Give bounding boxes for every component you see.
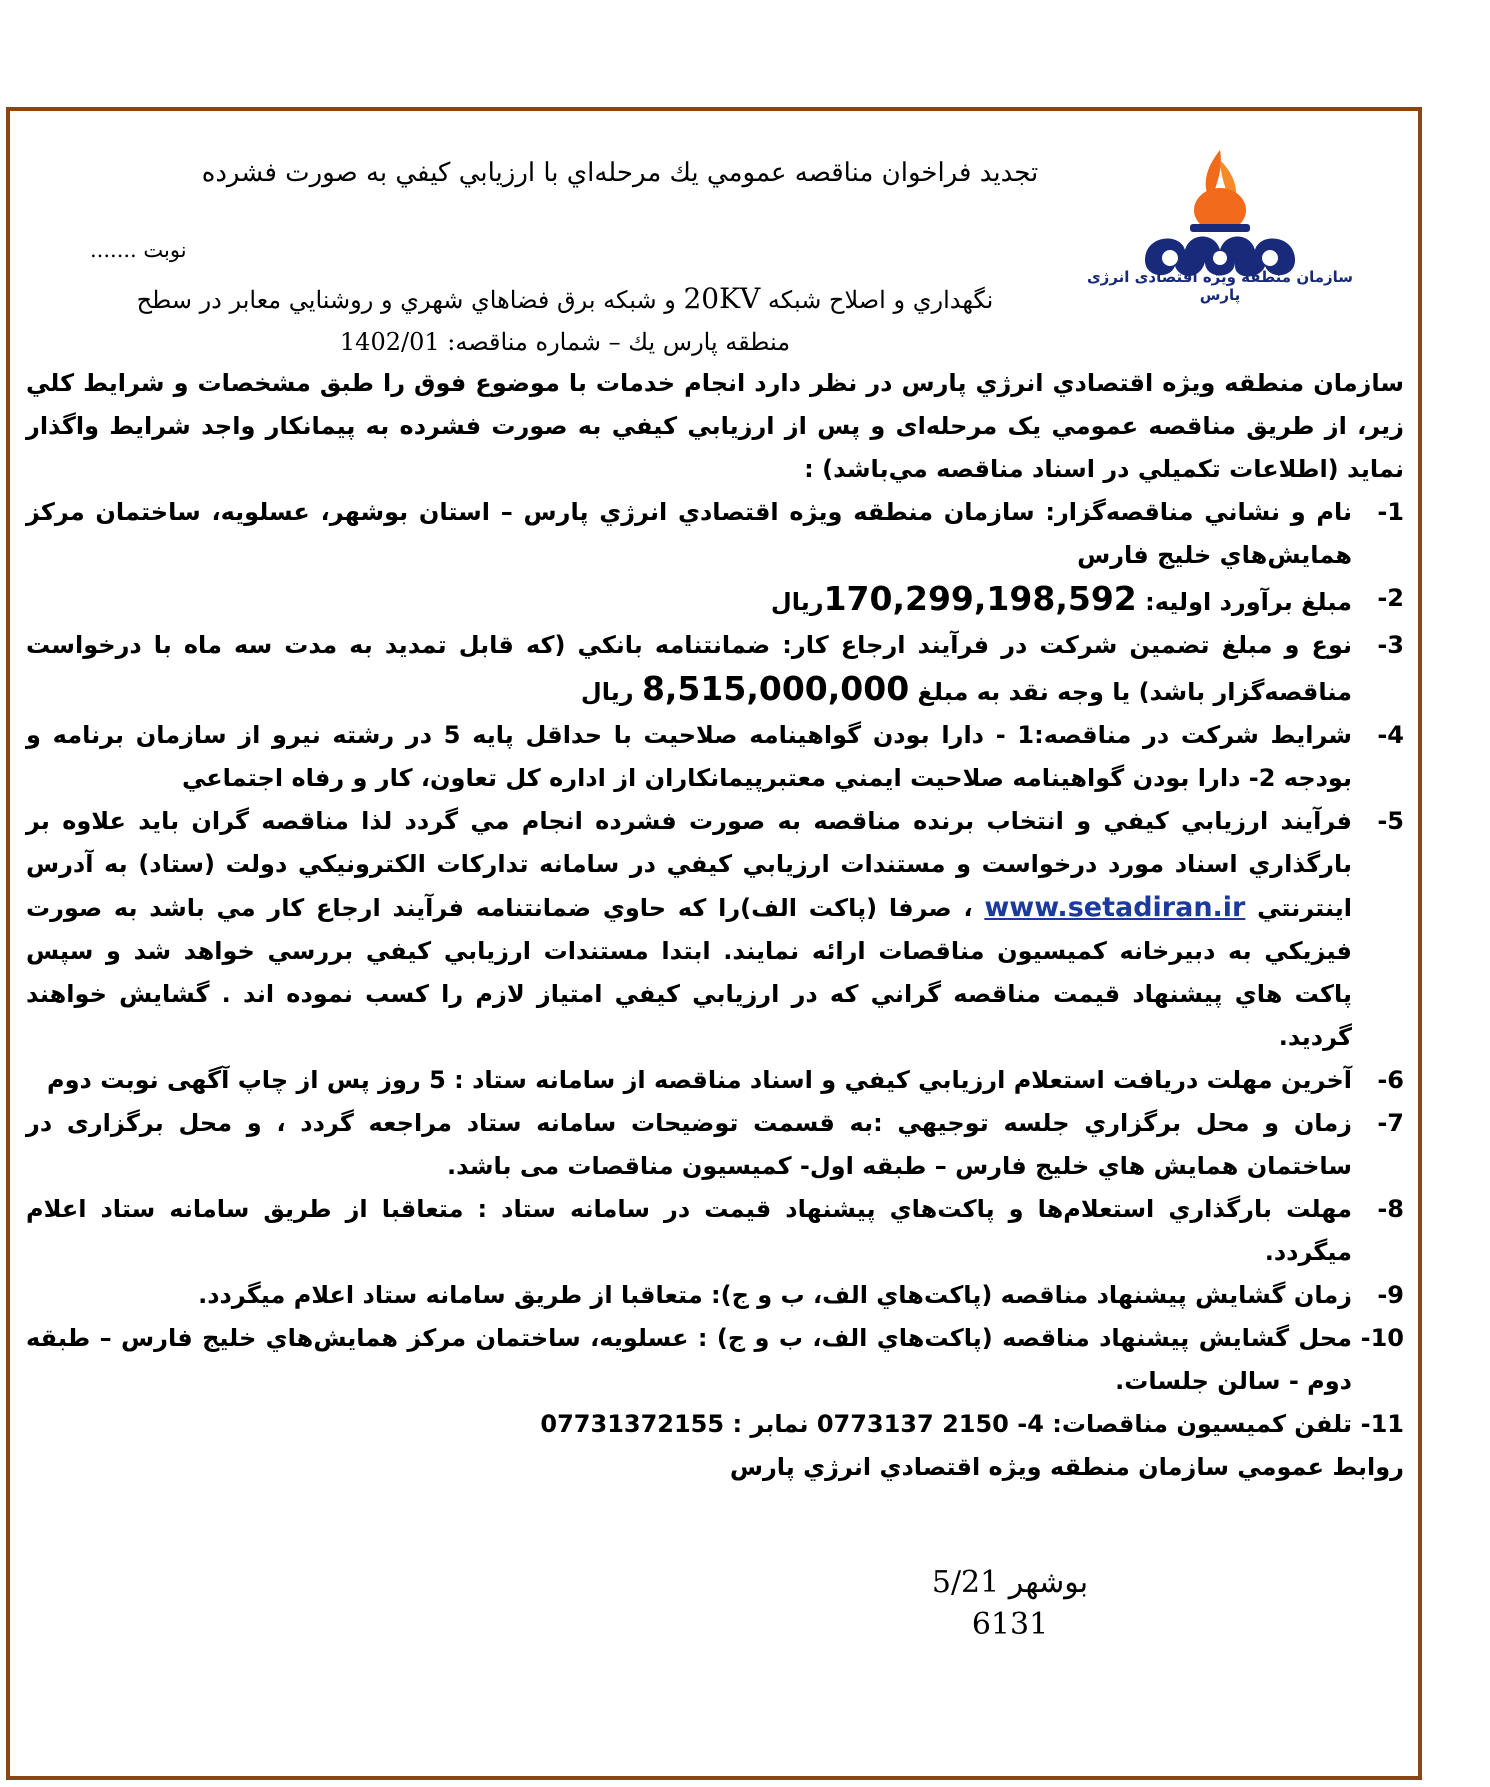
process-text-a: فرآيند ارزيابي كيفي و انتخاب برنده مناقصه به صورت فشرده انجام مي گردد لذا مناقصه گران بايد علاوه بر بارگذاري اسناد مورد درخواست و مستندات ارزيابي كيفي در سامانه تداركات الكترونيكي دولت (ستاد) به آدرس اينترنتي: [26, 807, 1352, 922]
list-item: [26, 1274, 1404, 1317]
estimate-amount: 170,299,198,592: [823, 579, 1137, 618]
item-text: زمان گشايش پيشنهاد مناقصه (پاكت‌هاي الف، ب و ج): متعاقبا از طريق سامانه ستاد اعلام ميگردد.: [198, 1281, 1352, 1309]
item-number: 9-: [1377, 1281, 1404, 1309]
item-text: آخرين مهلت دريافت استعلام ارزيابي كيفي و اسناد مناقصه از سامانه ستاد : 5 روز پس از چاپ آگهی نوبت دوم: [47, 1066, 1352, 1094]
item-number: 10-: [1360, 1324, 1404, 1352]
item-number: 4-: [1377, 721, 1404, 749]
item-text: [26, 800, 1352, 1059]
announcement-body: [26, 362, 1404, 1489]
list-item: [26, 1188, 1404, 1274]
item-text: شرايط شركت در مناقصه:1 - دارا بودن گواهينامه صلاحيت با حداقل پايه 5 در رشته نيرو از سازمان برنامه و بودجه 2- دارا بودن گواهينامه صلاحيت ايمني معتبرپيمانكاران از اداره كل تعاون، كار و رفاه اجتماعي: [26, 721, 1352, 792]
subject-kv: 20KV: [683, 282, 761, 315]
item-text: محل گشايش پيشنهاد مناقصه (پاكت‌هاي الف، ب و ج) : عسلويه، ساختمان مركز همايش‌هاي خليج فارس – طبقه دوم - سالن جلسات.: [26, 1324, 1352, 1395]
item-number: 1-: [1377, 498, 1404, 526]
list-item: [26, 1403, 1404, 1446]
list-item: [26, 577, 1404, 624]
fax-label: نمابر :: [724, 1410, 817, 1438]
subject-line-1: [40, 278, 1090, 321]
estimate-unit: ريال: [770, 588, 824, 616]
round-label: نوبت .......: [90, 238, 187, 262]
subject-line-1-part-b: و شبكه برق فضاهاي شهري و روشنايي معابر در سطح: [136, 286, 684, 314]
item-text: [26, 1403, 1352, 1446]
guarantee-unit: ريال: [580, 678, 642, 706]
item-number: 6-: [1377, 1066, 1404, 1094]
page-title: تجديد فراخوان مناقصه عمومي يك مرحله‌اي با ارزيابي كيفي به صورت فشرده: [201, 158, 1039, 188]
tender-subject: [40, 278, 1090, 363]
phone-label: تلفن كميسيون مناقصات: 4-: [1008, 1410, 1352, 1438]
logo-caption: سازمان منطقه ویژه اقتصادی انرژی پارس: [1086, 268, 1354, 304]
stamp-line-2: 6131: [971, 1607, 1049, 1642]
list-item: [26, 1059, 1404, 1102]
item-text: مهلت بارگذاري استعلام‌ها و پاكت‌هاي پيشنهاد قيمت در سامانه ستاد : متعاقبا از طريق سامانه ستاد اعلام ميگردد.: [26, 1195, 1352, 1266]
intro-paragraph: سازمان منطقه ويژه اقتصادي انرژي پارس در نظر دارد انجام خدمات با موضوع فوق را طبق مشخصات و شرايط كلي زير، از طريق مناقصه عمومي يک مرحله‌ای و پس از ارزيابي كيفي به صورت فشرده به پيمانكار واجد شرايط واگذار نمايد (اطلاعات تكميلي در اسناد مناقصه مي‌باشد) :: [26, 369, 1404, 483]
item-number: 2-: [1377, 584, 1404, 612]
list-item: [26, 491, 1404, 577]
public-relations-signature: روابط عمومي سازمان منطقه ويژه اقتصادي انرژي پارس: [729, 1453, 1404, 1481]
stamp-line-1: بوشهر 5/21: [931, 1565, 1089, 1600]
item-number: 7-: [1377, 1109, 1404, 1137]
subject-line-2: منطقه پارس يك – شماره مناقصه: 1402/01: [339, 328, 791, 356]
process-text-b: ، صرفا (پاكت الف)را كه حاوي ضمانتنامه فرآيند ارجاع كار مي باشد به صورت فيزيكي به دبيرخانه كميسيون مناقصات ارائه نمايند. ابتدا مستندات ارزيابي كيفي بررسي خواهد شد و سپس پاكت هاي پيشنهاد قيمت مناقصه گراني كه در ارزيابي كيفي امتياز لازم را كسب نموده اند . گشايش خواهند گرديد.: [26, 894, 1352, 1051]
list-item: [26, 624, 1404, 714]
estimate-label: مبلغ برآورد اوليه:: [1136, 588, 1352, 616]
item-number: 11-: [1360, 1410, 1404, 1438]
phone-number: 0773137 2150: [816, 1410, 1009, 1438]
item-text: زمان و محل برگزاري جلسه توجيهي :به قسمت توضيحات سامانه ستاد مراجعه گردد ، و محل برگزاری در ساختمان همايش هاي خليج فارس – طبقه اول- كميسيون مناقصات می باشد.: [26, 1109, 1352, 1180]
list-item: [26, 800, 1404, 1059]
fax-number: 07731372155: [540, 1410, 725, 1438]
item-number: 8-: [1377, 1195, 1404, 1223]
setadiran-link[interactable]: www.setadiran.ir: [984, 892, 1246, 923]
publication-stamp: [920, 1562, 1100, 1646]
item-text: [26, 624, 1352, 714]
guarantee-text: نوع و مبلغ تضمين شركت در فرآيند ارجاع كار: ضمانتنامه بانكي (كه قابل تمديد به مدت سه ماه با درخواست مناقصه‌گزار باشد) يا وجه نقد به مبلغ: [26, 631, 1352, 706]
list-item: [26, 1317, 1404, 1403]
item-number: 3-: [1377, 631, 1404, 659]
item-text: نام و نشاني مناقصه‌گزار: سازمان منطقه ويژه اقتصادي انرژي پارس – استان بوشهر، عسلويه، ساختمان مركز همايش‌هاي خليج فارس: [26, 498, 1352, 569]
item-number: 5-: [1377, 807, 1404, 835]
item-text: [26, 577, 1352, 624]
list-item: [26, 714, 1404, 800]
list-item: [26, 1102, 1404, 1188]
subject-line-1-part-a: نگهداري و اصلاح شبكه: [760, 286, 994, 314]
guarantee-amount: 8,515,000,000: [641, 669, 910, 708]
